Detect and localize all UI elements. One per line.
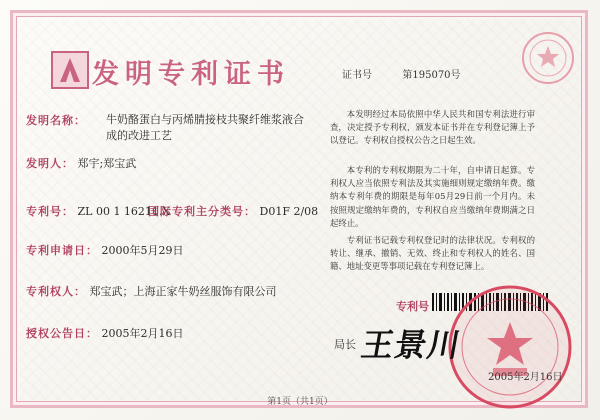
- certificate-number-label: 证书号: [342, 70, 372, 81]
- issue-date: 2005年2月16日: [488, 372, 563, 383]
- director-label: 局长: [334, 338, 356, 351]
- invention-name-row: [26, 112, 86, 128]
- grant-date-value: 2005年2月16日: [101, 327, 184, 340]
- barcode-label: 专利号: [396, 300, 429, 313]
- filing-date-row: [26, 242, 184, 258]
- patent-office-logo-icon: [50, 50, 90, 90]
- inventor-row: [26, 155, 136, 171]
- filing-date-value: 2000年5月29日: [101, 244, 184, 257]
- paragraph-legal-status: 专利证书记载专利权登记时的法律状况。专利权的转让、继承、撤销、无效、终止和专利权人的姓名、国籍、地址变更等事项记载在专利登记簿上。: [330, 235, 535, 272]
- patent-number-label: 专利号：: [26, 205, 74, 218]
- certificate-number-value: 第195070号: [402, 70, 461, 81]
- grant-date-label: 授权公告日：: [26, 327, 98, 340]
- certificate-number: [342, 66, 461, 81]
- page-footer: 第1页（共1页）: [267, 397, 333, 407]
- invention-name-value: 牛奶酪蛋白与丙烯腈接枝共聚纤维浆液合成的改进工艺: [106, 113, 304, 142]
- director-signature: 王景川: [358, 326, 465, 364]
- paragraph-term-and-fees: 本专利的专利权期限为二十年，自申请日起算。专利权人应当依照专利法及其实施细则规定缴纳年费。缴纳本专利年费的期限是每年05月29日前一个月内。未按照规定缴纳年费的，专利权自应当缴纳年费期满之日起终止。: [330, 165, 535, 228]
- inventor-value: 郑宇;郑宝武: [77, 157, 137, 170]
- inventor-label: 发明人：: [26, 157, 74, 170]
- patentee-label: 专利权人：: [26, 285, 86, 298]
- grant-date-row: [26, 325, 184, 341]
- ipc-label: 国际专利主分类号：: [148, 205, 256, 218]
- paragraph-grant-statement: 本发明经过本局依照中华人民共和国专利法进行审查，决定授予专利权，颁发本证书并在专利登记簿上予以登记。专利权自授权公告之日起生效。: [330, 109, 535, 146]
- certificate-title: 发明专利证书: [92, 59, 290, 90]
- patentee-row: [26, 283, 277, 299]
- patent-number-value: ZL 00 1 16211.X: [77, 205, 171, 218]
- small-seal-stamp-icon: [520, 30, 576, 86]
- ipc-value: D01F 2/08: [259, 205, 319, 218]
- patentee-value: 郑宝武；上海正家牛奶丝服饰有限公司: [89, 285, 277, 298]
- invention-name-label: 发明名称：: [26, 114, 86, 127]
- filing-date-label: 专利申请日：: [26, 244, 98, 257]
- ipc-row: [148, 203, 318, 219]
- official-seal-stamp-icon: [445, 282, 575, 412]
